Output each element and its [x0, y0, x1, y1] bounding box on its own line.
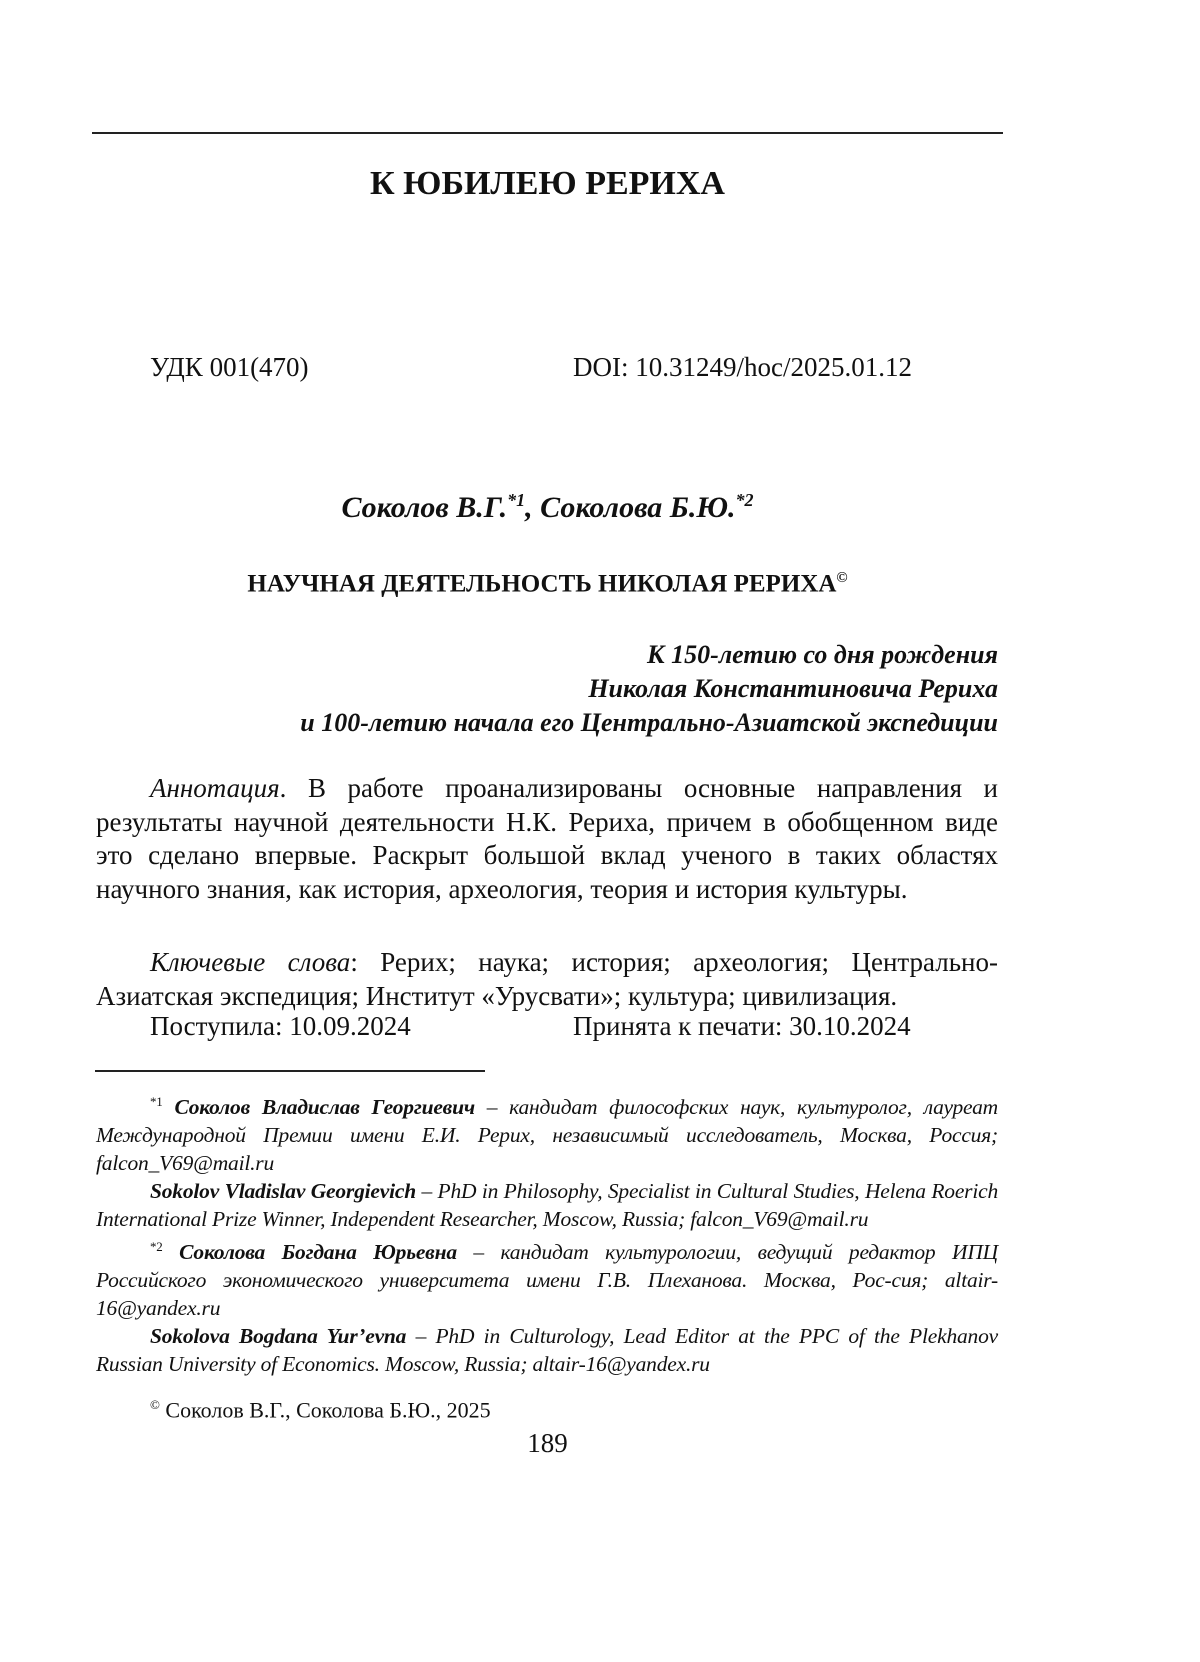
footnote-name: Соколова Богдана Юрьевна: [179, 1240, 457, 1265]
footnotes: [96, 1088, 998, 1378]
accepted-date: Принята к печати: 30.10.2024: [573, 1011, 911, 1041]
footnote-text: – PhD in Culturology, Lead Editor at the PPC of the Plekhanov Russian University of Economics. Moscow, Russia; altair-16@yandex.ru: [96, 1324, 998, 1377]
footnote-mark: *2: [150, 1239, 163, 1255]
footnote: [96, 1233, 998, 1322]
section-title: К ЮБИЛЕЮ РЕРИХА: [370, 165, 725, 202]
footnote: [96, 1177, 998, 1233]
author-2-mark: *2: [735, 490, 754, 510]
footnote-name: Соколов Владислав Георгиевич: [174, 1095, 475, 1120]
copyright-text: Соколов В.Г., Соколова Б.Ю., 2025: [159, 1397, 491, 1423]
keywords-text: : Рерих; наука; история; археология; Центрально-Азиатская экспедиция; Институт «Урусвати»; культура; цивилизация.: [96, 947, 998, 1011]
abstract-label: Аннотация: [150, 773, 280, 803]
footnote: [96, 1088, 998, 1177]
footnote-divider: [95, 1070, 485, 1072]
dedication-line: и 100-летию начала его Центрально-Азиатской экспедиции: [300, 708, 998, 737]
footnote-name: Sokolov Vladislav Georgievich: [150, 1179, 416, 1204]
footnote-text: – кандидат философских наук, культуролог, лауреат Международной Премии имени Е.И. Рерих, независимый исследователь, Москва, Россия; falcon_V69@mail.ru: [96, 1095, 998, 1176]
keywords: [96, 946, 998, 1013]
footnote-text: – кандидат культурологии, ведущий редактор ИПЦ Российского экономического университета имени Г.В. Плеханова. Москва, Рос-сия; altair-16@yandex.ru: [96, 1240, 998, 1321]
copyright-mark: ©: [836, 570, 848, 586]
author-separator: ,: [525, 491, 541, 524]
page-number: 189: [527, 1428, 568, 1458]
author-2: Соколова Б.Ю.: [540, 491, 736, 524]
abstract: [96, 772, 998, 906]
footnote: [96, 1322, 998, 1378]
footnote-text: – PhD in Philosophy, Specialist in Cultural Studies, Helena Roerich International Prize Winner, Independent Researcher, Moscow, Russia; falcon_V69@mail.ru: [96, 1179, 998, 1232]
top-divider: [92, 132, 1003, 134]
article-title-text: НАУЧНАЯ ДЕЯТЕЛЬНОСТЬ НИКОЛАЯ РЕРИХА: [247, 570, 837, 598]
keywords-label: Ключевые слова: [150, 947, 351, 977]
dedication-line: К 150-летию со дня рождения: [647, 640, 998, 669]
copyright-symbol: ©: [150, 1397, 160, 1412]
footnote-mark: *1: [150, 1094, 163, 1109]
abstract-text: . В работе проанализированы основные направления и результаты научной деятельности Н.К. Рериха, причем в обобщенном виде это сделано впервые. Раскрыт большой вклад ученого в таких областях научного знания, как история, археология, теория и история культуры.: [96, 773, 998, 904]
doi: DOI: 10.31249/hoc/2025.01.12: [573, 352, 912, 382]
author-1: Соколов В.Г.: [341, 491, 508, 524]
udk-code: УДК 001(470): [150, 352, 309, 382]
article-title: [92, 570, 1003, 598]
copyright: [150, 1397, 491, 1423]
author-1-mark: *1: [507, 490, 526, 510]
footnote-name: Sokolova Bogdana Yur’evna: [150, 1324, 407, 1349]
received-date: Поступила: 10.09.2024: [150, 1011, 411, 1041]
dedication-line: Николая Константиновича Рериха: [588, 674, 998, 703]
authors: [92, 490, 1003, 525]
dedication: [92, 638, 998, 740]
